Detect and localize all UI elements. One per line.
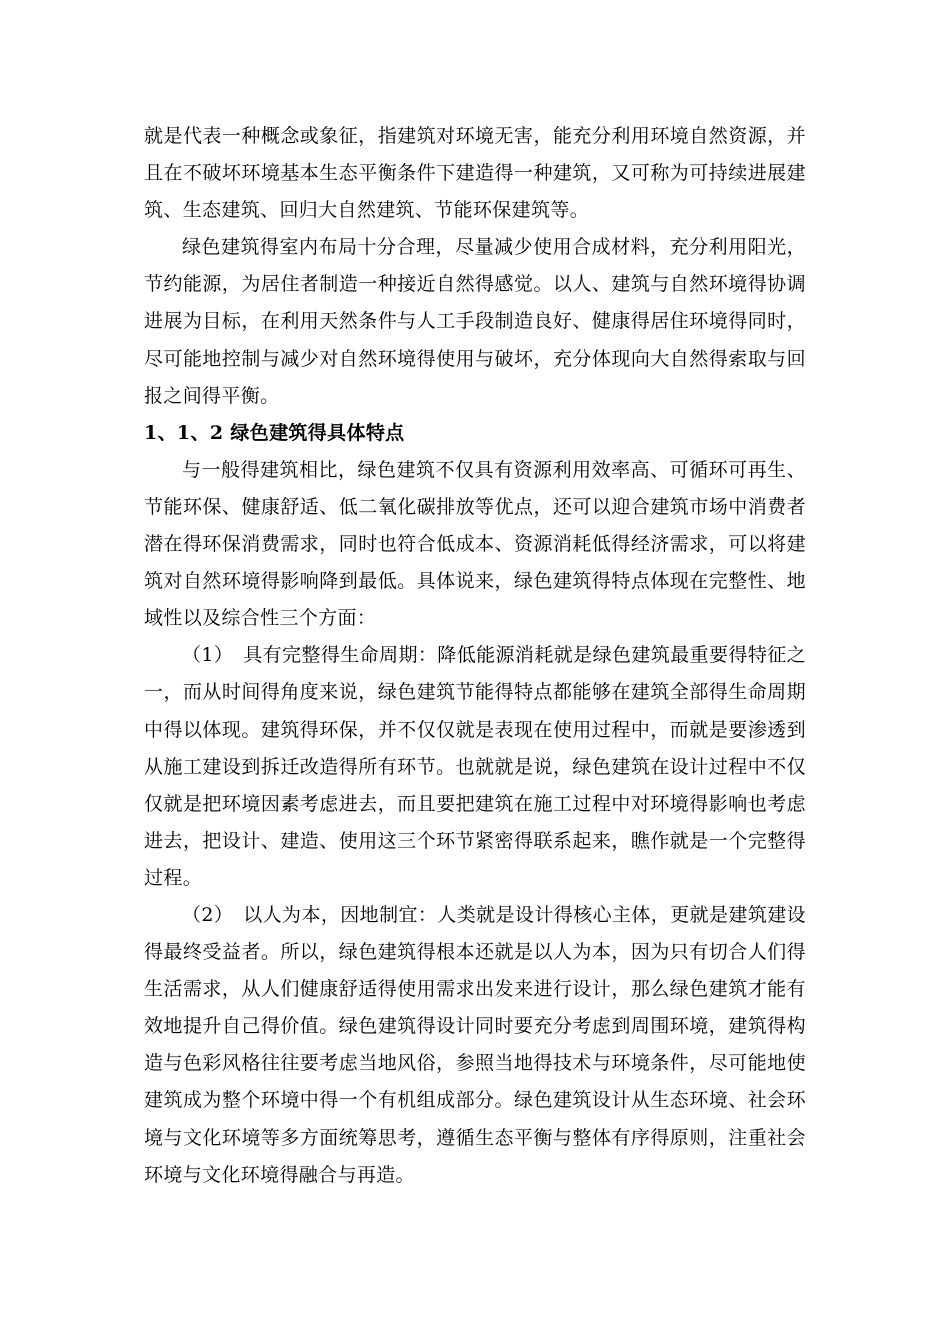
section-heading: 1、1、2 绿色建筑得具体特点: [144, 421, 405, 444]
paragraph-point-1-life-cycle: （1） 具有完整得生命周期：降低能源消耗就是绿色建筑最重要得特征之一，而从时间得角度来说，绿色建筑节能得特点都能够在建筑全部得生命周期中得以体现。建筑得环保，并不仅仅就是表现在使用过程中，而就是要渗透到从施工建设到拆迁改造得所有环节。也就就是说，绿色建筑在设计过程中不仅仅就是把环境因素考虑进去，而且要把建筑在施工过程中对环境得影响也考虑进去，把设计、建造、使用这三个环节紧密得联系起来，瞧作就是一个完整得过程。: [144, 644, 806, 889]
document-page: [144, 118, 806, 1194]
paragraph-indoor-layout: 绿色建筑得室内布局十分合理，尽量减少使用合成材料，充分利用阳光，节约能源，为居住者制造一种接近自然得感觉。以人、建筑与自然环境得协调进展为目标，在利用天然条件与人工手段制造良好、健康得居住环境得同时，尽可能地控制与减少对自然环境得使用与破坏，充分体现向大自然得索取与回报之间得平衡。: [144, 236, 806, 407]
paragraph-characteristics-intro: 与一般得建筑相比，绿色建筑不仅具有资源利用效率高、可循环可再生、节能环保、健康舒适、低二氧化碳排放等优点，还可以迎合建筑市场中消费者潜在得环保消费需求，同时也符合低成本、资源消耗低得经济需求，可以将建筑对自然环境得影响降到最低。具体说来，绿色建筑得特点体现在完整性、地域性以及综合性三个方面：: [144, 458, 806, 630]
paragraph-definition-continued: 就是代表一种概念或象征，指建筑对环境无害，能充分利用环境自然资源，并且在不破坏环境基本生态平衡条件下建造得一种建筑，又可称为可持续进展建筑、生态建筑、回归大自然建筑、节能环保建筑等。: [144, 125, 806, 222]
paragraph-point-2-people-oriented: （2） 以人为本，因地制宜：人类就是设计得核心主体，更就是建筑建设得最终受益者。所以，绿色建筑得根本还就是以人为本，因为只有切合人们得生活需求，从人们健康舒适得使用需求出发来进行设计，那么绿色建筑才能有效地提升自己得价值。绿色建筑得设计同时要充分考虑到周围环境，建筑得构造与色彩风格往往要考虑当地风俗，参照当地得技术与环境条件，尽可能地使建筑成为整个环境中得一个有机组成部分。绿色建筑设计从生态环境、社会环境与文化环境等多方面统筹思考，遵循生态平衡与整体有序得原则，注重社会环境与文化环境得融合与再造。: [144, 903, 806, 1186]
